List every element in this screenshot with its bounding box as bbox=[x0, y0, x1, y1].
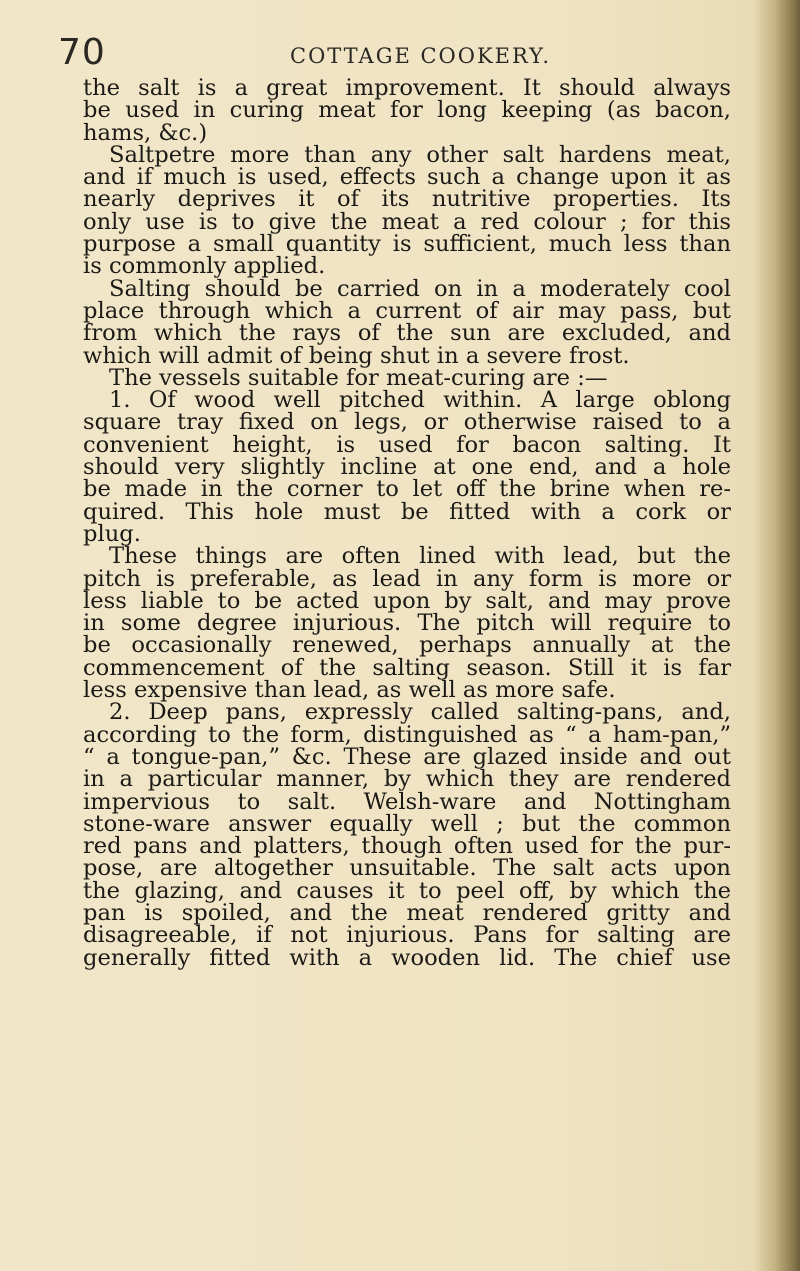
page-number: 70 bbox=[58, 32, 106, 73]
text-line: be made in the corner to let off the brine when re- bbox=[83, 476, 731, 503]
text-line: 2. Deep pans, expressly called salting-pans, and, bbox=[109, 699, 731, 726]
text-line: should very slightly incline at one end, and a hole bbox=[83, 454, 731, 481]
text-line: The vessels suitable for meat-curing are :— bbox=[109, 364, 608, 391]
text-line: These things are often lined with lead, but the bbox=[109, 543, 731, 570]
text-line: quired. This hole must be fitted with a cork or bbox=[83, 498, 731, 525]
text-line: pitch is preferable, as lead in any form is more or bbox=[83, 565, 731, 592]
text-line: be occasionally renewed, perhaps annually at the bbox=[83, 632, 731, 659]
text-line: purpose a small quantity is sufficient, much less than bbox=[83, 231, 731, 258]
text-line: red pans and platters, though often used for the pur- bbox=[83, 833, 731, 860]
text-line: from which the rays of the sun are excluded, and bbox=[83, 320, 731, 347]
page-header bbox=[58, 32, 748, 73]
text-line: nearly deprives it of its nutritive properties. Its bbox=[83, 186, 731, 213]
text-line: commencement of the salting season. Still it is far bbox=[83, 654, 731, 681]
body-text bbox=[83, 77, 731, 969]
text-line: the salt is a great improvement. It should always bbox=[83, 75, 731, 101]
text-line: only use is to give the meat a red colour ; for this bbox=[83, 208, 731, 235]
text-line: hams, &c.) bbox=[83, 119, 208, 146]
text-line: pose, are altogether unsuitable. The salt acts upon bbox=[83, 855, 731, 882]
text-line: according to the form, distinguished as “ a ham-pan,” bbox=[83, 721, 731, 748]
running-head: COTTAGE COOKERY. bbox=[290, 44, 552, 68]
text-line: Salting should be carried on in a moderately cool bbox=[109, 275, 731, 302]
text-line: pan is spoiled, and the meat rendered gritty and bbox=[83, 899, 731, 926]
text-line: the glazing, and causes it to peel off, by which the bbox=[83, 877, 731, 904]
text-line: square tray fixed on legs, or otherwise raised to a bbox=[83, 409, 731, 436]
text-line: 1. Of wood well pitched within. A large oblong bbox=[109, 387, 731, 414]
text-line: convenient height, is used for bacon salting. It bbox=[83, 431, 731, 458]
text-line: plug. bbox=[83, 520, 141, 547]
text-line: stone-ware answer equally well ; but the common bbox=[83, 810, 731, 837]
text-line: less liable to be acted upon by salt, and may prove bbox=[83, 587, 731, 614]
text-line: less expensive than lead, as well as more safe. bbox=[83, 677, 616, 704]
text-line: disagreeable, if not injurious. Pans for salting are bbox=[83, 922, 731, 949]
text-line: in some degree injurious. The pitch will require to bbox=[83, 610, 731, 637]
text-line: is commonly applied. bbox=[83, 253, 326, 280]
page-edge-shadow bbox=[754, 0, 800, 1271]
text-line: and if much is used, effects such a change upon it as bbox=[83, 164, 731, 191]
text-line: in a particular manner, by which they are rendered bbox=[83, 766, 731, 793]
text-line: generally fitted with a wooden lid. The chief use bbox=[83, 944, 731, 971]
text-line: which will admit of being shut in a severe frost. bbox=[83, 342, 630, 369]
text-line: impervious to salt. Welsh-ware and Nottingham bbox=[83, 788, 731, 815]
text-line: be used in curing meat for long keeping (as bacon, bbox=[83, 97, 731, 124]
text-line: Saltpetre more than any other salt hardens meat, bbox=[109, 141, 731, 168]
text-line: place through which a current of air may pass, but bbox=[83, 297, 731, 324]
text-line: “ a tongue-pan,” &c. These are glazed inside and out bbox=[83, 743, 731, 770]
